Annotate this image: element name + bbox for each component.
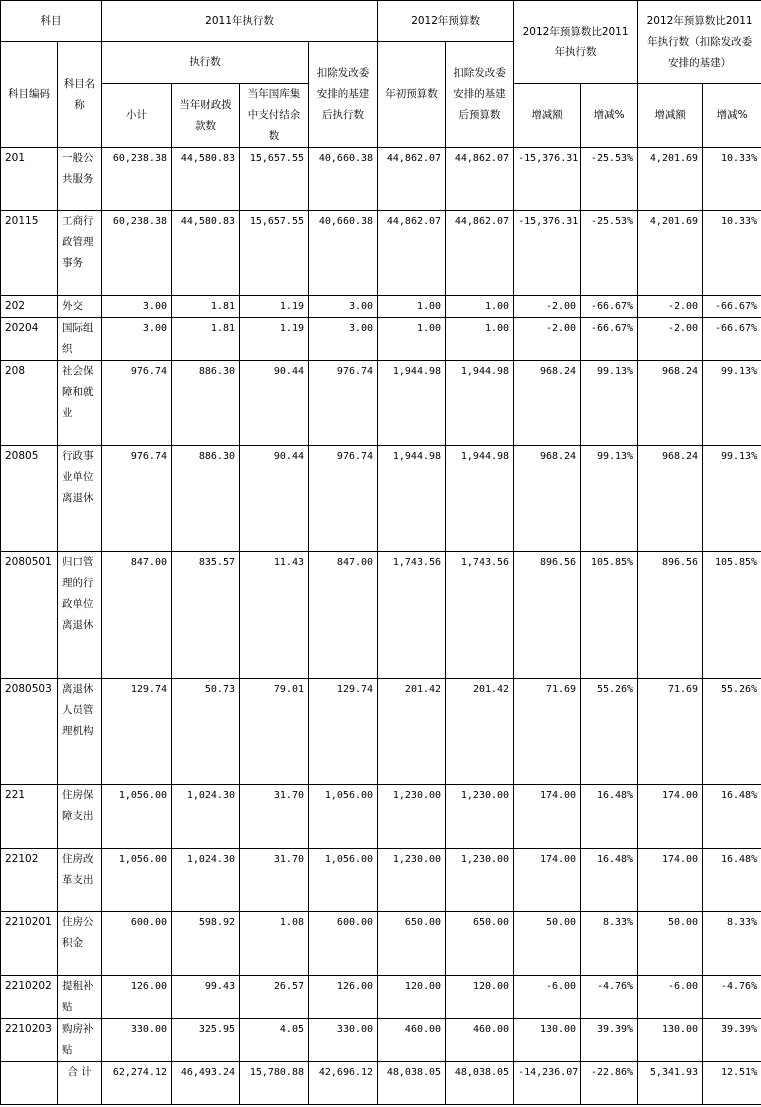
row-budget-net: 1,230.00 — [446, 785, 514, 849]
header-code: 科目编码 — [1, 42, 58, 148]
row-pct-1: -22.86% — [581, 1062, 638, 1105]
row-name: 行政事业单位离退休 — [58, 446, 102, 552]
row-treasury: 15,657.55 — [240, 148, 309, 211]
row-init-budget: 1,230.00 — [378, 785, 446, 849]
row-exec-net: 3.00 — [309, 318, 378, 361]
row-name: 社会保障和就业 — [58, 361, 102, 446]
total-row — [1, 1062, 761, 1105]
row-code: 208 — [1, 361, 58, 446]
row-fiscal: 46,493.24 — [172, 1062, 240, 1105]
row-subtotal: 600.00 — [102, 912, 172, 976]
row-subtotal: 330.00 — [102, 1019, 172, 1062]
row-budget-net: 1,743.56 — [446, 552, 514, 679]
row-exec-net: 1,056.00 — [309, 849, 378, 912]
row-name: 国际组织 — [58, 318, 102, 361]
row-pct-2: 12.51% — [703, 1062, 761, 1105]
table-row — [1, 552, 761, 679]
row-exec-net: 330.00 — [309, 1019, 378, 1062]
row-code: 20204 — [1, 318, 58, 361]
row-pct-2: 16.48% — [703, 785, 761, 849]
row-fiscal: 99.43 — [172, 976, 240, 1019]
row-fiscal: 325.95 — [172, 1019, 240, 1062]
row-subtotal: 62,274.12 — [102, 1062, 172, 1105]
row-pct-2: -4.76% — [703, 976, 761, 1019]
row-change-2: 4,201.69 — [638, 211, 703, 296]
row-exec-net: 976.74 — [309, 446, 378, 552]
row-change-1: 174.00 — [514, 785, 581, 849]
row-change-2: 50.00 — [638, 912, 703, 976]
row-subtotal: 3.00 — [102, 318, 172, 361]
row-exec-net: 42,696.12 — [309, 1062, 378, 1105]
row-code: 2210201 — [1, 912, 58, 976]
row-budget-net: 44,862.07 — [446, 148, 514, 211]
header-change-pct-2: 增减% — [703, 84, 761, 148]
row-code: 221 — [1, 785, 58, 849]
row-treasury: 4.05 — [240, 1019, 309, 1062]
table-row — [1, 148, 761, 211]
header-change-amount-2: 增减额 — [638, 84, 703, 148]
row-change-1: 968.24 — [514, 361, 581, 446]
row-pct-2: -66.67% — [703, 296, 761, 318]
row-pct-1: -4.76% — [581, 976, 638, 1019]
table-row — [1, 296, 761, 318]
row-change-1: 968.24 — [514, 446, 581, 552]
row-code: 2210203 — [1, 1019, 58, 1062]
row-change-2: 968.24 — [638, 361, 703, 446]
row-name: 购房补贴 — [58, 1019, 102, 1062]
row-change-1: -15,376.31 — [514, 148, 581, 211]
row-treasury: 1.08 — [240, 912, 309, 976]
row-subtotal: 60,238.38 — [102, 211, 172, 296]
row-pct-1: 99.13% — [581, 361, 638, 446]
row-treasury: 31.70 — [240, 785, 309, 849]
row-budget-net: 1.00 — [446, 296, 514, 318]
row-pct-1: 39.39% — [581, 1019, 638, 1062]
header-change-amount-1: 增减额 — [514, 84, 581, 148]
row-exec-net: 1,056.00 — [309, 785, 378, 849]
row-code: 2080503 — [1, 679, 58, 785]
row-exec-net: 976.74 — [309, 361, 378, 446]
row-code: 201 — [1, 148, 58, 211]
row-change-1: 896.56 — [514, 552, 581, 679]
header-budget-2012: 2012年预算数 — [378, 1, 514, 42]
row-init-budget: 1,944.98 — [378, 361, 446, 446]
row-fiscal: 886.30 — [172, 361, 240, 446]
table-row — [1, 318, 761, 361]
row-change-2: 896.56 — [638, 552, 703, 679]
row-pct-1: 16.48% — [581, 785, 638, 849]
row-exec-net: 847.00 — [309, 552, 378, 679]
row-pct-2: 99.13% — [703, 446, 761, 552]
row-init-budget: 1.00 — [378, 296, 446, 318]
row-init-budget: 44,862.07 — [378, 211, 446, 296]
row-init-budget: 460.00 — [378, 1019, 446, 1062]
row-budget-net: 1,230.00 — [446, 849, 514, 912]
row-name: 工商行政管理事务 — [58, 211, 102, 296]
header-change-pct-1: 增减% — [581, 84, 638, 148]
row-pct-2: 10.33% — [703, 211, 761, 296]
table-row — [1, 361, 761, 446]
row-init-budget: 1,743.56 — [378, 552, 446, 679]
row-fiscal: 44,580.83 — [172, 148, 240, 211]
header-init-budget: 年初预算数 — [378, 42, 446, 148]
row-change-1: 174.00 — [514, 849, 581, 912]
header-exec-net: 扣除发改委安排的基建后执行数 — [309, 42, 378, 148]
row-budget-net: 460.00 — [446, 1019, 514, 1062]
table-row — [1, 849, 761, 912]
row-name: 合 计 — [58, 1062, 102, 1105]
row-init-budget: 201.42 — [378, 679, 446, 785]
header-name: 科目名称 — [58, 42, 102, 148]
row-init-budget: 120.00 — [378, 976, 446, 1019]
row-pct-2: 105.85% — [703, 552, 761, 679]
row-change-2: -6.00 — [638, 976, 703, 1019]
row-pct-1: 16.48% — [581, 849, 638, 912]
row-exec-net: 3.00 — [309, 296, 378, 318]
row-change-2: 174.00 — [638, 785, 703, 849]
row-change-1: 71.69 — [514, 679, 581, 785]
row-change-1: -6.00 — [514, 976, 581, 1019]
row-subtotal: 126.00 — [102, 976, 172, 1019]
row-init-budget: 1,230.00 — [378, 849, 446, 912]
row-pct-1: 105.85% — [581, 552, 638, 679]
row-init-budget: 44,862.07 — [378, 148, 446, 211]
row-treasury: 90.44 — [240, 361, 309, 446]
row-code: 2210202 — [1, 976, 58, 1019]
row-fiscal: 1.81 — [172, 318, 240, 361]
row-budget-net: 1.00 — [446, 318, 514, 361]
row-name: 住房保障支出 — [58, 785, 102, 849]
row-pct-2: -66.67% — [703, 318, 761, 361]
row-exec-net: 126.00 — [309, 976, 378, 1019]
row-exec-net: 600.00 — [309, 912, 378, 976]
header-exec-2011: 2011年执行数 — [102, 1, 378, 42]
row-fiscal: 1,024.30 — [172, 785, 240, 849]
row-change-2: 968.24 — [638, 446, 703, 552]
row-treasury: 1.19 — [240, 318, 309, 361]
row-init-budget: 650.00 — [378, 912, 446, 976]
row-subtotal: 1,056.00 — [102, 849, 172, 912]
header-budget-net: 扣除发改委安排的基建后预算数 — [446, 42, 514, 148]
row-pct-2: 10.33% — [703, 148, 761, 211]
header-subject: 科目 — [1, 1, 102, 42]
row-change-1: -14,236.07 — [514, 1062, 581, 1105]
row-change-2: 4,201.69 — [638, 148, 703, 211]
row-exec-net: 129.74 — [309, 679, 378, 785]
row-treasury: 90.44 — [240, 446, 309, 552]
row-code: 20805 — [1, 446, 58, 552]
row-init-budget: 1.00 — [378, 318, 446, 361]
row-code: 22102 — [1, 849, 58, 912]
row-pct-2: 39.39% — [703, 1019, 761, 1062]
header-subtotal: 小计 — [102, 84, 172, 148]
row-exec-net: 40,660.38 — [309, 211, 378, 296]
row-code — [1, 1062, 58, 1105]
row-budget-net: 1,944.98 — [446, 446, 514, 552]
row-change-1: -2.00 — [514, 318, 581, 361]
row-name: 一般公共服务 — [58, 148, 102, 211]
header-compare-1: 2012年预算数比2011年执行数 — [514, 1, 638, 84]
row-subtotal: 1,056.00 — [102, 785, 172, 849]
row-fiscal: 1.81 — [172, 296, 240, 318]
table-row — [1, 912, 761, 976]
row-name: 归口管理的行政单位离退休 — [58, 552, 102, 679]
row-subtotal: 976.74 — [102, 361, 172, 446]
row-name: 离退休人员管理机构 — [58, 679, 102, 785]
row-change-1: -2.00 — [514, 296, 581, 318]
row-code: 202 — [1, 296, 58, 318]
row-init-budget: 1,944.98 — [378, 446, 446, 552]
row-pct-1: -25.53% — [581, 211, 638, 296]
row-pct-1: 55.26% — [581, 679, 638, 785]
row-treasury: 31.70 — [240, 849, 309, 912]
row-pct-1: 8.33% — [581, 912, 638, 976]
row-treasury: 15,657.55 — [240, 211, 309, 296]
row-fiscal: 44,580.83 — [172, 211, 240, 296]
row-pct-2: 16.48% — [703, 849, 761, 912]
row-subtotal: 976.74 — [102, 446, 172, 552]
header-treasury-balance: 当年国库集中支付结余数 — [240, 84, 309, 148]
row-fiscal: 1,024.30 — [172, 849, 240, 912]
row-budget-net: 650.00 — [446, 912, 514, 976]
row-code: 20115 — [1, 211, 58, 296]
row-change-2: 130.00 — [638, 1019, 703, 1062]
table-row — [1, 1019, 761, 1062]
row-subtotal: 60,238.38 — [102, 148, 172, 211]
header-row-1 — [1, 1, 761, 42]
row-pct-2: 55.26% — [703, 679, 761, 785]
row-name: 提租补贴 — [58, 976, 102, 1019]
header-exec-total: 执行数 — [102, 42, 309, 84]
row-name: 住房改革支出 — [58, 849, 102, 912]
row-change-2: 5,341.93 — [638, 1062, 703, 1105]
row-treasury: 26.57 — [240, 976, 309, 1019]
row-fiscal: 598.92 — [172, 912, 240, 976]
row-code: 2080501 — [1, 552, 58, 679]
table-row — [1, 211, 761, 296]
row-exec-net: 40,660.38 — [309, 148, 378, 211]
table-row — [1, 679, 761, 785]
row-budget-net: 44,862.07 — [446, 211, 514, 296]
row-fiscal: 886.30 — [172, 446, 240, 552]
row-budget-net: 1,944.98 — [446, 361, 514, 446]
table-row — [1, 976, 761, 1019]
row-change-1: 50.00 — [514, 912, 581, 976]
row-treasury: 11.43 — [240, 552, 309, 679]
table-row — [1, 446, 761, 552]
row-change-1: -15,376.31 — [514, 211, 581, 296]
row-change-2: -2.00 — [638, 318, 703, 361]
row-budget-net: 120.00 — [446, 976, 514, 1019]
row-fiscal: 835.57 — [172, 552, 240, 679]
row-change-1: 130.00 — [514, 1019, 581, 1062]
row-treasury: 1.19 — [240, 296, 309, 318]
row-pct-1: -66.67% — [581, 318, 638, 361]
row-pct-1: -25.53% — [581, 148, 638, 211]
row-pct-1: 99.13% — [581, 446, 638, 552]
row-subtotal: 129.74 — [102, 679, 172, 785]
row-pct-2: 8.33% — [703, 912, 761, 976]
row-pct-2: 99.13% — [703, 361, 761, 446]
header-compare-2: 2012年预算数比2011年执行数（扣除发改委安排的基建） — [638, 1, 761, 84]
row-pct-1: -66.67% — [581, 296, 638, 318]
row-fiscal: 50.73 — [172, 679, 240, 785]
row-change-2: -2.00 — [638, 296, 703, 318]
row-budget-net: 201.42 — [446, 679, 514, 785]
row-change-2: 71.69 — [638, 679, 703, 785]
row-treasury: 79.01 — [240, 679, 309, 785]
row-subtotal: 3.00 — [102, 296, 172, 318]
header-fiscal-alloc: 当年财政拨款数 — [172, 84, 240, 148]
row-init-budget: 48,038.05 — [378, 1062, 446, 1105]
row-name: 住房公积金 — [58, 912, 102, 976]
row-budget-net: 48,038.05 — [446, 1062, 514, 1105]
table-row — [1, 785, 761, 849]
row-name: 外交 — [58, 296, 102, 318]
row-subtotal: 847.00 — [102, 552, 172, 679]
row-treasury: 15,780.88 — [240, 1062, 309, 1105]
row-change-2: 174.00 — [638, 849, 703, 912]
